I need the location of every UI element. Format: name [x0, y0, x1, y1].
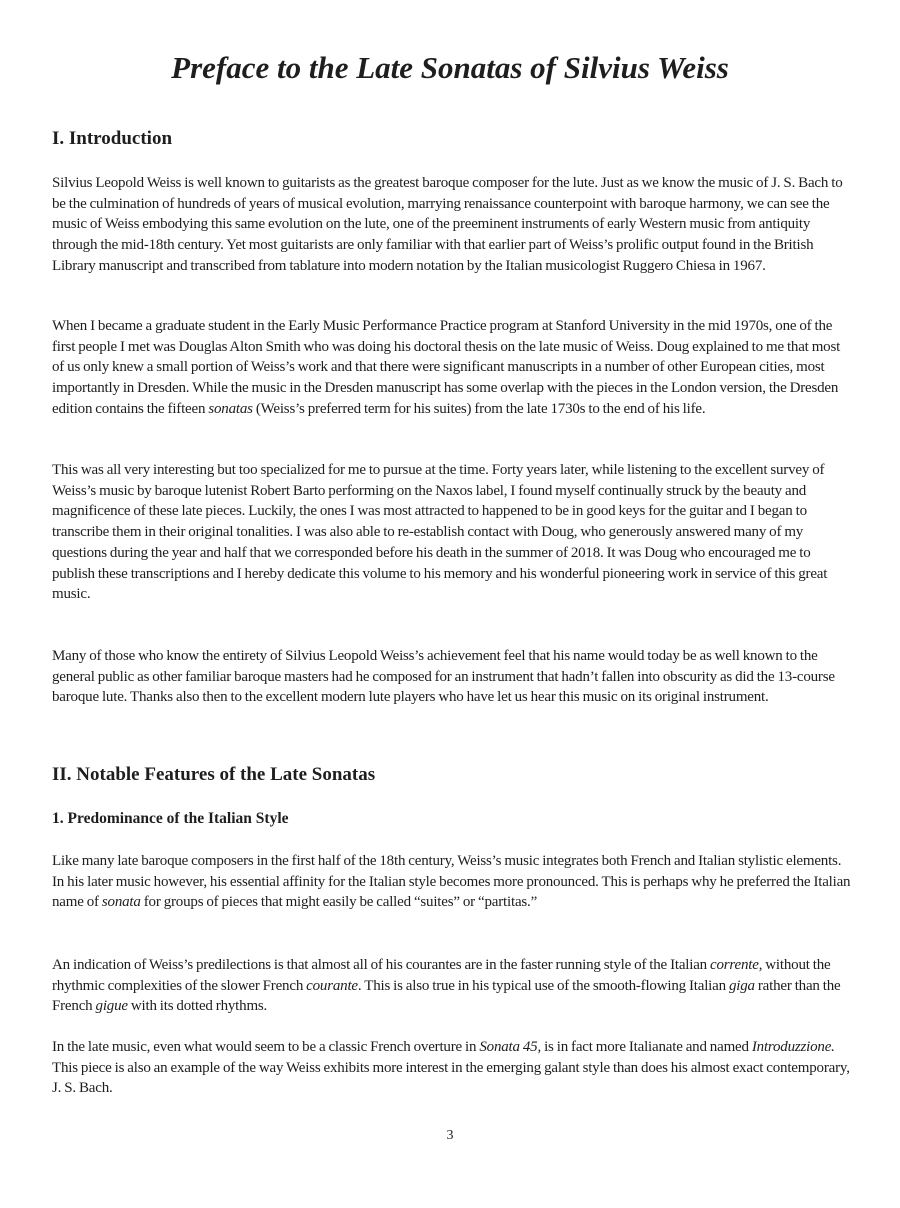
- paragraph: [52, 316, 852, 420]
- paragraph: [52, 851, 852, 913]
- text-run: When I became a graduate student in the Early Music Performance Practice program at Stanford University in the mid 1970s, one of the first people I met was Douglas Alton Smith who was doing his doctoral thesis on the late music of Weiss. Doug explained to me that most of us only knew a small portion of Weiss’s work and that there were significant manuscripts in a number of other European cities, most importantly in Dresden. While the music in the Dresden manuscript has some overlap with the pieces in the London version, the Dresden edition contains the fifteen: [52, 318, 841, 417]
- italic-term: Introduzzione.: [751, 1039, 835, 1055]
- text-run: , without the rhythmic complexities of the slower French: [52, 957, 831, 994]
- italic-term: sonatas: [208, 400, 253, 417]
- text-run: for groups of pieces that might easily be called “suites” or “partitas.”: [140, 894, 538, 911]
- page-number: 3: [446, 1128, 454, 1143]
- text-run: This piece is also an example of the way Weiss exhibits more interest in the emerging galant style than does his almost exact contemporary, J. S. Bach.: [52, 1059, 850, 1097]
- text-run: Many of those who know the entirety of Silvius Leopold Weiss’s achievement feel that his name would today be as well known to the general public as other familiar baroque masters had he composed for an instrument that hadn’t fallen into obscurity as did the 13-course baroque lute. Thanks also then to the excellent modern lute players who have let us hear this music on its original instrument.: [52, 648, 835, 706]
- paragraph: [52, 173, 852, 277]
- subsection-heading: 1. Predominance of the Italian Style: [52, 810, 289, 827]
- text-run: , is in fact more Italianate and named: [537, 1039, 752, 1055]
- text-run: In the late music, even what would seem to be a classic French overture in: [52, 1039, 480, 1055]
- italic-term: giga: [728, 977, 755, 994]
- text-run: rather than the French: [52, 977, 841, 1015]
- italic-term: Sonata 45: [479, 1039, 538, 1055]
- text-run: This was all very interesting but too specialized for me to pursue at the time. Forty years later, while listening to the excellent survey of Weiss’s music by baroque lutenist Robert Barto performing on the Naxos label, I found myself continually struck by the beauty and magnificence of these late pieces. Luckily, the ones I was most attracted to happened to be in good keys for the guitar and I began to transcribe them in their original tonalities. I was also able to re-establish contact with Doug, who generously answered many of my questions during the year and half that we corresponded before his death in the summer of 2018. It was Doug who encouraged me to publish these transcriptions and I hereby dedicate this volume to his memory and his wonderful pioneering work in service of this great music.: [52, 462, 828, 603]
- paragraph: [52, 460, 852, 605]
- text-run: (Weiss’s preferred term for his suites) from the late 1730s to the end of his life.: [252, 400, 706, 417]
- paragraph: [52, 646, 852, 708]
- italic-term: corrente: [710, 957, 759, 973]
- section-heading-introduction: I. Introduction: [52, 128, 173, 149]
- text-run: with its dotted rhythms.: [127, 998, 268, 1015]
- text-run: . This is also true in his typical use of the smooth-flowing Italian: [357, 977, 729, 994]
- text-run: Silvius Leopold Weiss is well known to guitarists as the greatest baroque composer for the lute. Just as we know the music of J. S. Bach to be the culmination of hundreds of years of musical evolution, marrying renaissance counterpoint with baroque harmony, we can see the music of Weiss embodying this same evolution on the lute, one of the preeminent instruments of early Western music from antiquity through the mid-18th century. Yet most guitarists are only familiar with that earlier part of Weiss’s prolific output found in the British Library manuscript and transcribed from tablature into modern notation by the Italian musicologist Ruggero Chiesa in 1967.: [52, 175, 843, 274]
- italic-term: sonata: [101, 894, 141, 911]
- italic-term: courante: [306, 977, 358, 994]
- paragraph: [52, 1037, 852, 1099]
- page-title: Preface to the Late Sonatas of Silvius Weiss: [171, 50, 729, 85]
- section-heading-notable-features: II. Notable Features of the Late Sonatas: [52, 764, 376, 785]
- paragraph: [52, 955, 852, 1017]
- italic-term: gigue: [95, 998, 128, 1015]
- text-run: An indication of Weiss’s predilections is that almost all of his courantes are in the faster running style of the Italian: [52, 957, 711, 973]
- text-run: Like many late baroque composers in the first half of the 18th century, Weiss’s music integrates both French and Italian stylistic elements. In his later music however, his essential affinity for the Italian style becomes more pronounced. This is perhaps why he preferred the Italian name of: [52, 853, 851, 911]
